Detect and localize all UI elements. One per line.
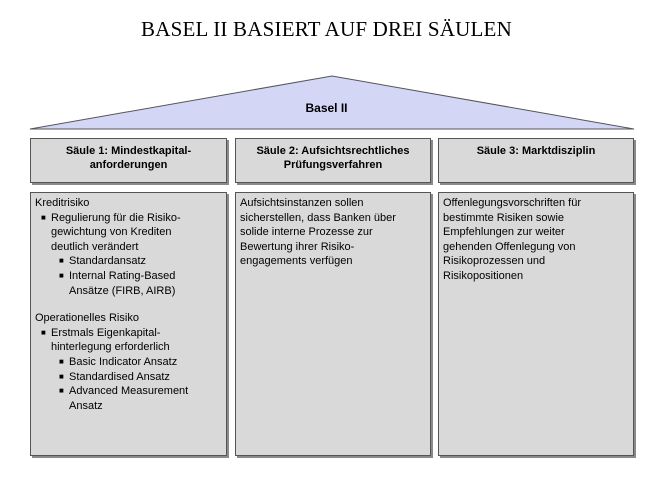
sub-list-item-text: Advanced Measurement bbox=[69, 385, 189, 398]
bullet-icon: ■ bbox=[41, 327, 46, 337]
list-item bbox=[35, 211, 222, 255]
sub-list-item-text: Standardansatz bbox=[69, 255, 147, 268]
section-title-operationelles-risiko: Operationelles Risiko bbox=[35, 312, 139, 325]
sub-list-item-text: Standardised Ansatz bbox=[69, 370, 170, 383]
sub-list-item bbox=[35, 384, 222, 413]
bullet-icon: ■ bbox=[59, 256, 64, 266]
pillar-2-body-box bbox=[235, 192, 431, 456]
list-item-text: Regulierung für die Risiko- bbox=[51, 211, 181, 224]
body-line: Risikopositionen bbox=[443, 269, 524, 282]
sub-list-item bbox=[35, 370, 222, 385]
list-item-text: gewichtung von Krediten bbox=[51, 226, 172, 239]
list-item-text: hinterlegung erforderlich bbox=[51, 341, 170, 354]
bullet-icon: ■ bbox=[59, 386, 64, 396]
sub-list-item bbox=[35, 254, 222, 269]
pillar-1-body-box bbox=[30, 192, 227, 456]
pillar-2-heading bbox=[236, 139, 430, 172]
body-line: sicherstellen, dass Banken über bbox=[240, 211, 396, 224]
bullet-icon: ■ bbox=[41, 212, 46, 222]
pillar-1-heading-line: anforderungen bbox=[89, 159, 168, 171]
sub-list-item-text: Ansätze (FIRB, AIRB) bbox=[69, 284, 176, 297]
sub-list-item bbox=[35, 355, 222, 370]
pillar-2-body bbox=[236, 193, 430, 272]
bullet-icon: ■ bbox=[59, 371, 64, 381]
pillar-2-heading-line: Prüfungsverfahren bbox=[283, 159, 383, 171]
body-line: Empfehlungen zur weiter bbox=[443, 226, 565, 239]
sub-list-item-text: Internal Rating-Based bbox=[69, 269, 176, 282]
list-item-text: Erstmals Eigenkapital- bbox=[51, 326, 161, 339]
pillar-3-heading bbox=[439, 139, 633, 158]
sub-list-item-text: Ansatz bbox=[69, 399, 103, 412]
roof-label: Basel II bbox=[305, 101, 348, 115]
body-line: Risikoprozessen und bbox=[443, 255, 546, 268]
body-line: Offenlegungsvorschriften für bbox=[443, 197, 581, 209]
pillar-1-heading bbox=[31, 139, 226, 172]
sub-list-item bbox=[35, 269, 222, 298]
body-line: solide interne Prozesse zur bbox=[240, 226, 373, 239]
pillar-3-body bbox=[439, 193, 633, 287]
body-line: Bewertung ihrer Risiko- bbox=[240, 240, 355, 253]
pillar-3-body-box bbox=[438, 192, 634, 456]
pillar-3-heading-box bbox=[438, 138, 634, 183]
list-item-text: deutlich verändert bbox=[51, 240, 139, 253]
basel-roof bbox=[0, 0, 653, 140]
body-line: Aufsichtsinstanzen sollen bbox=[240, 197, 364, 209]
body-line: engagements verfügen bbox=[240, 255, 353, 268]
pillar-1-heading-line: Säule 1: Mindestkapital- bbox=[65, 145, 192, 157]
pillar-2-heading-line: Säule 2: Aufsichtsrechtliches bbox=[256, 145, 410, 157]
pillar-3-heading-line: Säule 3: Marktdisziplin bbox=[476, 145, 596, 157]
page-title: BASEL II BASIERT AUF DREI SÄULEN bbox=[141, 17, 512, 41]
pillar-1-body bbox=[31, 193, 226, 416]
pillar-2-heading-box bbox=[235, 138, 431, 183]
section-title-kreditrisiko: Kreditrisiko bbox=[35, 197, 90, 209]
pillar-1-heading-box bbox=[30, 138, 227, 183]
body-line: gehenden Offenlegung von bbox=[443, 240, 576, 253]
body-line: bestimmte Risiken sowie bbox=[443, 211, 565, 224]
list-item bbox=[35, 326, 222, 355]
bullet-icon: ■ bbox=[59, 270, 64, 280]
sub-list-item-text: Basic Indicator Ansatz bbox=[69, 355, 178, 368]
bullet-icon: ■ bbox=[59, 356, 64, 366]
